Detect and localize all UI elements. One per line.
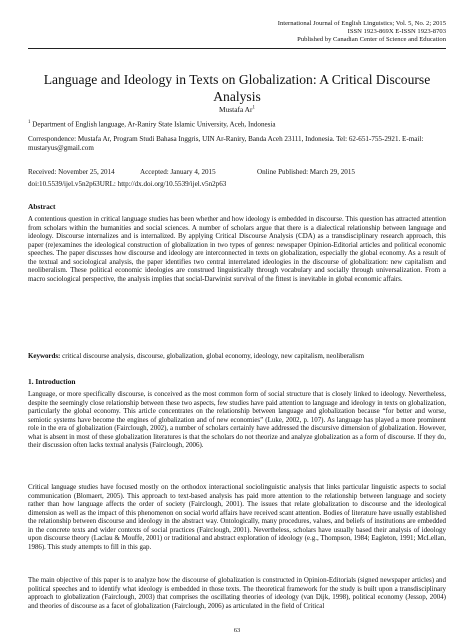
correspondence: Correspondence: Mustafa Ar, Program Studi Bahasa Inggris, UIN Ar-Raniry, Banda Aceh 23111, Indonesia. Tel: 62-651-755-2921. E-mail: mustaryus@gmail.com (28, 135, 424, 152)
abstract-text: A contentious question in critical language studies has been whether and how ideology is embedded in discourse. This question has attracted attention from scholars within the humanities and social sciences. A number of scholars argue that there is a dialectical relationship between language and ideology. Discourse internalizes and is internalized. By applying Critical Discourse Analysis (CDA) as a transdisciplinary research approach, this paper (re)examines the ideological construction of globalization in two types of genres: newspaper Opinion-Editorial articles and political economic speeches. The paper discusses how discourse and ideology are interconnected in texts on globalization, especially the global economy. As a result of the textual and sociological analysis, the paper identifies two central interrelated ideologies in the discourse of globalization: new capitalism and neoliberalism. These political economic ideologies are construed linguistically through vocabulary and socially through universalization. From a macro sociological perspective, the analysis implies that social-Darwinist survival of the fittest is inevitable in global economic affairs. (28, 215, 446, 283)
affiliation-text: Department of English language, Ar-Raniry State Islamic University, Aceh, Indonesia (30, 120, 276, 129)
introduction-heading: 1. Introduction (28, 377, 76, 386)
abstract-heading: Abstract (28, 202, 56, 211)
accepted-date: Accepted: January 4, 2015 (140, 168, 216, 176)
keywords (28, 352, 446, 361)
intro-paragraph-1: Language, or more specifically discourse, is conceived as the most common form of social structure that is closely linked to ideology. Nevertheless, despite the seemingly close relationship between these two aspects, few studies have paid attention to language and ideology in texts on globalization, particularly the global economy. This article concentrates on the relationship between language and globalization because “for better and worse, semiotic systems have become the engines of globalization and of new economies” (Luke, 2002, p. 107). As language has played a more prominent role in the era of globalization (Fairclough, 2002), a number of scholars certainly have addressed the discursive dimension of globalization. However, what is absent in most of these globalization literatures is that the scholars do not theorize and analyze globalization as a form of discourse. If they do, their discussion often lacks textual analysis (Fairclough, 2006). (28, 390, 446, 450)
journal-header (278, 20, 446, 45)
author-name: Mustafa Ar (219, 105, 253, 114)
issn-info: ISSN 1923-869X E-ISSN 1923-8703 (347, 28, 446, 36)
published-date: Online Published: March 29, 2015 (257, 168, 355, 176)
doi-line (28, 180, 446, 189)
keywords-text: critical discourse analysis, discourse, globalization, global economy, ideology, new capitalism, neoliberalism (60, 352, 365, 360)
publisher-info: Published by Canadian Center of Science and Education (297, 36, 446, 44)
affiliation-marker: 1 (28, 120, 31, 125)
received-date: Received: November 25, 2014 (28, 168, 115, 176)
journal-info: International Journal of English Linguistics; Vol. 5, No. 2; 2015 (277, 20, 446, 27)
intro-paragraph-3: The main objective of this paper is to analyze how the discourse of globalization is constructed in Opinion-Editorials (signed newspaper articles) and political speeches and to identify what ideology is embedded in those texts. The theoretical framework for the study is built upon a transdisciplinary approach to globalization (Fairclough, 2003) that comprises the oscillating theories of ideology (van Dijk, 1998), political economy (Jessop, 2004) and theories of discourse as a facet of globalization (Fairclough, 2006) as articulated in the field of Critical (28, 576, 446, 610)
doi-url[interactable]: URL: http://dx.doi.org/10.5539/ijel.v5n2p63 (99, 180, 227, 188)
keywords-label: Keywords: (28, 352, 61, 360)
paper-title: Language and Ideology in Texts on Globalization: A Critical Discourse Analysis (43, 72, 431, 104)
author-line (0, 105, 474, 114)
header-divider (28, 48, 446, 49)
publication-dates (28, 168, 446, 177)
doi: doi:10.5539/ijel.v5n2p63 (28, 180, 100, 188)
affiliation (28, 119, 446, 129)
page-number: 63 (233, 627, 241, 634)
author-affiliation-marker: 1 (252, 105, 255, 111)
intro-paragraph-2: Critical language studies have focused mostly on the orthodox interactional sociolinguistic analysis that links particular linguistic aspects to social communication (Blomaert, 2005). This approach to text-based analysis has paid more attention to the relationship between language and society rather than how language affects the order of society (Fairclough, 2001). The issues that relate globalization to discourse and the ideological dimension as well as the impact of this phenomenon on social world affairs have received scant attention. Bodies of literature have usually established the relationship between discourse and ideology in the abstract way. Ontologically, many procedures, values, and beliefs of institutions are embedded in the concrete texts and wider contexts of social practices (Fairclough, 2001). Nevertheless, scholars have usually based their analysis of ideology upon discourse theory (Laclau & Mouffe, 2001) or traditional and abstract exploration of ideology (e.g., Thompson, 1984; Eagleton, 1991; McLellan, 1986). This study attempts to fill in this gap. (28, 483, 446, 551)
